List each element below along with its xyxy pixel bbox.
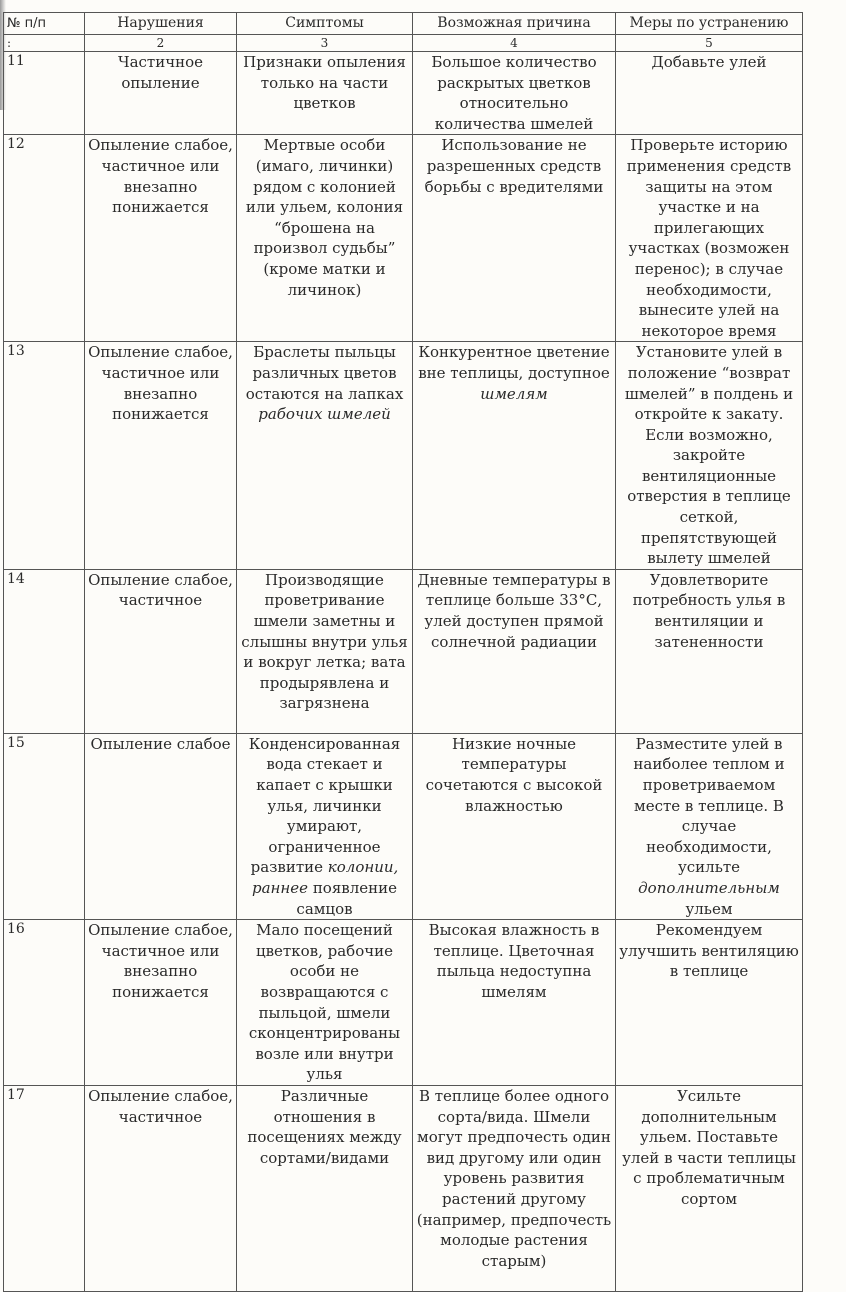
table-row [4,569,803,733]
header-symptoms: Симптомы [237,13,413,35]
symptoms-text: Конденсированная вода стекает и капает с крышки улья, личинки умирают, ограниченное развитие [248,734,401,877]
symptoms-italic-text: колонии, раннее [251,858,399,897]
row-number: 12 [4,135,85,342]
cause-cell: Низкие ночные температуры сочетаются с высокой влажностью [413,733,616,919]
troubleshooting-table [3,12,803,1292]
cause-cell: Высокая влажность в теплице. Цветочная пыльца недоступна шмелям [413,920,616,1086]
table-row [4,1085,803,1291]
symptoms-text: Признаки опыления только на части цветков [243,53,406,113]
measures-text: Разместите улей в наиболее теплом и проветриваемом месте в теплице. В случае необходимости, усильте [633,734,785,877]
row-number: 11 [4,52,85,135]
table-row [4,52,803,135]
header-number: № п/п [4,13,85,35]
row-number: 14 [4,569,85,733]
column-number-5: 5 [616,35,803,52]
cause-cell: Использование не разрешенных средств борьбы с вредителями [413,135,616,342]
table-row [4,135,803,342]
symptoms-cell: Производящие проветривание шмели заметны и слышны внутри улья и вокруг летка; вата продырявлена и загрязнена [237,569,413,733]
column-number-1: : [4,35,85,52]
measures-tail-text: ульем [685,899,733,918]
measures-cell: Рекомендуем улучшить вентиляцию в теплице [616,920,803,1086]
symptoms-cell: Различные отношения в посещениях между сортами/видами [237,1085,413,1291]
column-number-2: 2 [85,35,237,52]
violation-cell: Опыление слабое, частичное или внезапно понижается [85,135,237,342]
symptoms-cell: Мертвые особи (имаго, личинки) рядом с колонией или ульем, колония “брошена на произвол судьбы” (кроме матки и личинок) [237,135,413,342]
cause-cell: В теплице более одного сорта/вида. Шмели могут предпочесть один вид другому или один уровень развития растений другому (например, предпочесть молодые растения старым) [413,1085,616,1291]
symptoms-cell: Мало посещений цветков, рабочие особи не возвращаются с пыльцой, шмели сконцентрированы возле или внутри улья [237,920,413,1086]
table-row [4,342,803,570]
violation-cell: Частичное опыление [85,52,237,135]
table-row [4,920,803,1086]
symptoms-cell [237,52,413,135]
measures-cell [616,733,803,919]
cause-italic-text: шмелям [480,384,548,403]
cause-cell: Дневные температуры в теплице больше 33°С, улей доступен прямой солнечной радиации [413,569,616,733]
measures-italic-text: дополнительным [638,879,780,897]
violation-cell: Опыление слабое, частичное [85,1085,237,1291]
measures-cell: Установите улей в положение “возврат шмелей” в полдень и откройте к закату. Если возможно, закройте вентиляционные отверстия в теплице сеткой, препятствующей вылету шмелей [616,342,803,570]
table-row [4,733,803,919]
row-number: 13 [4,342,85,570]
document-page [0,12,846,1270]
violation-cell: Опыление слабое, частичное [85,569,237,733]
cause-cell: Большое количество раскрытых цветков относительно количества шмелей [413,52,616,135]
measures-cell: Добавьте улей [616,52,803,135]
row-number: 17 [4,1085,85,1291]
header-violations: Нарушения [85,13,237,35]
symptoms-italic-text: рабочих шмелей [258,405,391,424]
column-number-4: 4 [413,35,616,52]
symptoms-text: Браслеты пыльцы различных цветов остаются на лапках [245,343,404,403]
violation-cell: Опыление слабое, частичное или внезапно понижается [85,920,237,1086]
symptoms-tail-text: появление самцов [296,879,398,918]
column-number-row [4,35,803,52]
cause-cell [413,342,616,570]
table-header-row [4,13,803,35]
violation-cell: Опыление слабое, частичное или внезапно понижается [85,342,237,570]
violation-cell: Опыление слабое [85,733,237,919]
cause-text: Конкурентное цветение вне теплицы, доступное [418,343,610,382]
measures-cell: Удовлетворите потребность улья в вентиляции и затененности [616,569,803,733]
symptoms-cell [237,733,413,919]
row-number: 15 [4,733,85,919]
measures-cell: Усильте дополнительным ульем. Поставьте улей в части теплицы с проблематичным сортом [616,1085,803,1291]
symptoms-cell [237,342,413,570]
row-number: 16 [4,920,85,1086]
measures-cell: Проверьте историю применения средств защиты на этом участке и на прилегающих участках (возможен перенос); в случае необходимости, вынесите улей на некоторое время [616,135,803,342]
column-number-3: 3 [237,35,413,52]
header-cause: Возможная причина [413,13,616,35]
header-measures: Меры по устранению [616,13,803,35]
